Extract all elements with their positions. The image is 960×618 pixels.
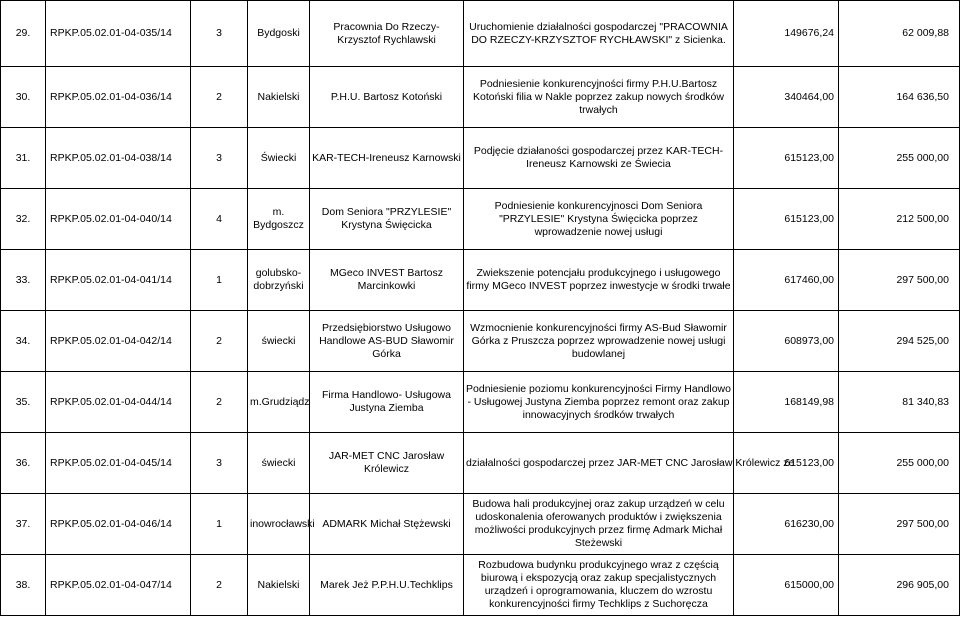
table-row [1, 250, 960, 311]
cell-funding-amount: 296 905,00 [839, 555, 960, 616]
cell-application-number: RPKP.05.02.01-04-035/14 [46, 1, 191, 67]
cell-application-number: RPKP.05.02.01-04-038/14 [46, 128, 191, 189]
cell-total-value: 616230,00 [734, 494, 839, 555]
table-row [1, 1, 960, 67]
cell-county: m.Grudziądz [248, 372, 310, 433]
cell-funding-amount: 212 500,00 [839, 189, 960, 250]
cell-application-number: RPKP.05.02.01-04-046/14 [46, 494, 191, 555]
cell-beneficiary-name: JAR-MET CNC Jarosław Królewicz [310, 433, 464, 494]
cell-beneficiary-name: Pracownia Do Rzeczy-Krzysztof Rychlawski [310, 1, 464, 67]
cell-project-title: Budowa hali produkcyjnej oraz zakup urządzeń w celu udoskonalenia oferowanych produktów i zwiększenia możliwości produkcyjnych przez firmę Admark Michał Steżewski [464, 494, 734, 555]
cell-application-number: RPKP.05.02.01-04-040/14 [46, 189, 191, 250]
cell-total-value: 617460,00 [734, 250, 839, 311]
cell-county: Nakielski [248, 555, 310, 616]
cell-funding-amount: 81 340,83 [839, 372, 960, 433]
cell-funding-amount: 255 000,00 [839, 128, 960, 189]
table-row [1, 494, 960, 555]
table-row [1, 555, 960, 616]
cell-funding-amount: 62 009,88 [839, 1, 960, 67]
cell-type-code: 1 [191, 494, 248, 555]
cell-county: świecki [248, 311, 310, 372]
cell-beneficiary-name: KAR-TECH-Ireneusz Karnowski [310, 128, 464, 189]
table-row [1, 189, 960, 250]
cell-row-number: 31. [1, 128, 46, 189]
cell-county: m. Bydgoszcz [248, 189, 310, 250]
cell-total-value: 615123,00 [734, 433, 839, 494]
cell-beneficiary-name: Przedsiębiorstwo Usługowo Handlowe AS-BUD Sławomir Górka [310, 311, 464, 372]
cell-row-number: 38. [1, 555, 46, 616]
cell-county: Nakielski [248, 67, 310, 128]
cell-beneficiary-name: Marek Jeż P.P.H.U.Techklips [310, 555, 464, 616]
cell-type-code: 3 [191, 433, 248, 494]
cell-beneficiary-name: MGeco INVEST Bartosz Marcinkowki [310, 250, 464, 311]
cell-type-code: 2 [191, 311, 248, 372]
cell-funding-amount: 255 000,00 [839, 433, 960, 494]
cell-type-code: 2 [191, 67, 248, 128]
cell-row-number: 34. [1, 311, 46, 372]
cell-type-code: 3 [191, 1, 248, 67]
cell-type-code: 4 [191, 189, 248, 250]
cell-total-value: 340464,00 [734, 67, 839, 128]
cell-county: Świecki [248, 128, 310, 189]
table-row [1, 128, 960, 189]
cell-funding-amount: 297 500,00 [839, 494, 960, 555]
cell-type-code: 3 [191, 128, 248, 189]
cell-total-value: 608973,00 [734, 311, 839, 372]
cell-row-number: 37. [1, 494, 46, 555]
cell-beneficiary-name: P.H.U. Bartosz Kotoński [310, 67, 464, 128]
cell-type-code: 2 [191, 555, 248, 616]
cell-funding-amount: 297 500,00 [839, 250, 960, 311]
cell-county: Bydgoski [248, 1, 310, 67]
cell-application-number: RPKP.05.02.01-04-041/14 [46, 250, 191, 311]
cell-row-number: 29. [1, 1, 46, 67]
cell-county: świecki [248, 433, 310, 494]
cell-project-title: Uruchomienie działalności gospodarczej "PRACOWNIA DO RZECZY-KRZYSZTOF RYCHŁAWSKI" z Sicienka. [464, 1, 734, 67]
cell-project-title: Zwiekszenie potencjału produkcyjnego i usługowego firmy MGeco INVEST poprzez inwestycje w środki trwałe [464, 250, 734, 311]
cell-total-value: 168149,98 [734, 372, 839, 433]
cell-county: golubsko-dobrzyński [248, 250, 310, 311]
cell-application-number: RPKP.05.02.01-04-044/14 [46, 372, 191, 433]
cell-beneficiary-name: ADMARK Michał Stężewski [310, 494, 464, 555]
cell-project-title: Podjęcie działaności gospodarczej przez KAR-TECH-Ireneusz Karnowski ze Świecia [464, 128, 734, 189]
cell-project-title: Podniesienie konkurencyjności firmy P.H.U.Bartosz Kotoński filia w Nakle poprzez zakup nowych środków trwałych [464, 67, 734, 128]
cell-total-value: 615000,00 [734, 555, 839, 616]
cell-row-number: 36. [1, 433, 46, 494]
cell-total-value: 615123,00 [734, 128, 839, 189]
cell-project-title: Podniesienie poziomu konkurencyjności Firmy Handlowo - Usługowej Justyna Ziemba poprzez remont oraz zakup innowacyjnych środków trwałych [464, 372, 734, 433]
cell-beneficiary-name: Dom Seniora "PRZYLESIE" Krystyna Święcicka [310, 189, 464, 250]
cell-total-value: 615123,00 [734, 189, 839, 250]
cell-project-title: Wzmocnienie konkurencyjności firmy AS-Bud Sławomir Górka z Pruszcza poprzez wprowadzenie nowej usługi budowlanej [464, 311, 734, 372]
cell-type-code: 2 [191, 372, 248, 433]
table-body [1, 1, 960, 616]
table-row [1, 433, 960, 494]
cell-beneficiary-name: Firma Handlowo- Usługowa Justyna Ziemba [310, 372, 464, 433]
cell-row-number: 35. [1, 372, 46, 433]
cell-project-title: Rozbudowa budynku produkcyjnego wraz z częścią biurową i ekspozycją oraz zakup specjalistycznych urządzeń i oprogramowania, kluczem do wzrostu konkurencyjności firmy Techklips z Suchoręcza [464, 555, 734, 616]
cell-funding-amount: 164 636,50 [839, 67, 960, 128]
cell-application-number: RPKP.05.02.01-04-042/14 [46, 311, 191, 372]
cell-row-number: 30. [1, 67, 46, 128]
cell-row-number: 33. [1, 250, 46, 311]
cell-funding-amount: 294 525,00 [839, 311, 960, 372]
table-row [1, 311, 960, 372]
cell-application-number: RPKP.05.02.01-04-045/14 [46, 433, 191, 494]
cell-project-title: Podniesienie konkurencyjnosci Dom Seniora "PRZYLESIE" Krystyna Święcicka poprzez wprowadzenie nowej usługi [464, 189, 734, 250]
cell-total-value: 149676,24 [734, 1, 839, 67]
cell-row-number: 32. [1, 189, 46, 250]
cell-county: inowrocławski [248, 494, 310, 555]
table-row [1, 67, 960, 128]
cell-application-number: RPKP.05.02.01-04-036/14 [46, 67, 191, 128]
table-row [1, 372, 960, 433]
cell-type-code: 1 [191, 250, 248, 311]
cell-application-number: RPKP.05.02.01-04-047/14 [46, 555, 191, 616]
cell-project-title: działalności gospodarczej przez JAR-MET CNC Jarosław Królewicz ze [464, 433, 734, 494]
